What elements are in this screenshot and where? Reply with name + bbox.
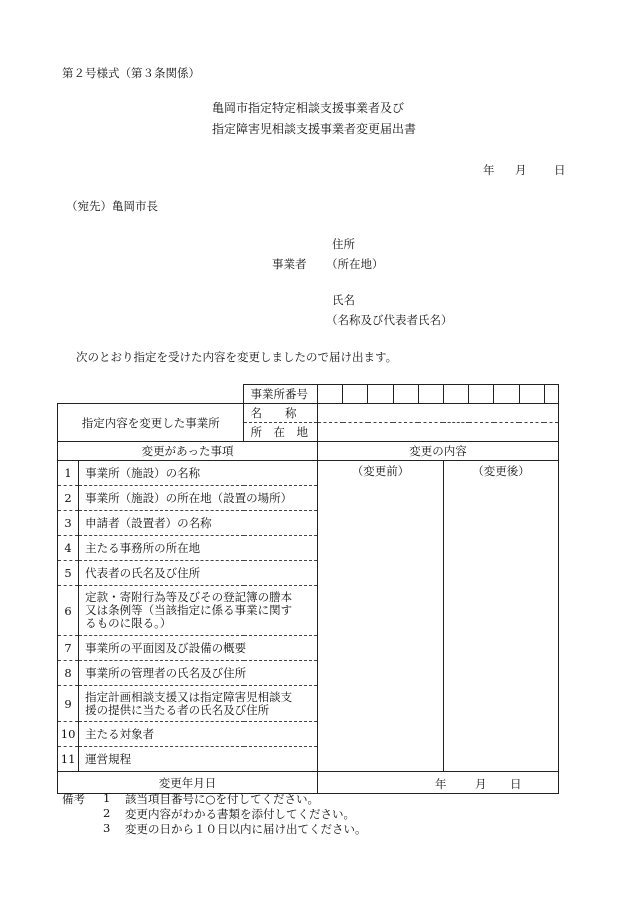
addressee: （宛先）亀岡市長 bbox=[66, 199, 158, 213]
change-form-table bbox=[57, 384, 559, 794]
office-number-cell[interactable] bbox=[494, 385, 519, 404]
item-label: 主たる事務所の所在地 bbox=[79, 536, 318, 561]
office-name-field[interactable] bbox=[318, 404, 559, 423]
office-number-cell[interactable] bbox=[368, 385, 393, 404]
item-number: 6 bbox=[58, 586, 79, 636]
changed-items-header: 変更があった事項 bbox=[58, 442, 318, 461]
item-number: 11 bbox=[58, 747, 79, 772]
item-label: 指定計画相談支援又は指定障害児相談支 援の提供に当たる者の氏名及び住所 bbox=[79, 686, 318, 722]
business-label: 事業者 bbox=[272, 257, 307, 271]
office-number-cell[interactable] bbox=[343, 385, 368, 404]
name-label: 氏名 bbox=[332, 293, 355, 307]
change-date-month: 月 bbox=[475, 777, 487, 791]
item-label: 事業所の管理者の氏名及び住所 bbox=[79, 661, 318, 686]
address-label: 住所 bbox=[332, 237, 355, 251]
name-sub-label: （名称及び代表者氏名） bbox=[326, 313, 453, 327]
office-number-cell[interactable] bbox=[469, 385, 494, 404]
change-date-label: 変更年月日 bbox=[58, 772, 318, 794]
office-number-cell[interactable] bbox=[443, 385, 468, 404]
item-number: 4 bbox=[58, 536, 79, 561]
item-label: 運営規程 bbox=[79, 747, 318, 772]
item-number: 9 bbox=[58, 686, 79, 722]
item-label: 主たる対象者 bbox=[79, 722, 318, 747]
note-text: 変更の日から１０日以内に届け出てください。 bbox=[125, 822, 367, 836]
item-number: 7 bbox=[58, 636, 79, 661]
note-number: 3 bbox=[103, 821, 111, 835]
office-number-cell[interactable] bbox=[519, 385, 544, 404]
item-number: 2 bbox=[58, 486, 79, 511]
date-day-label: 日 bbox=[554, 163, 566, 177]
office-location-field[interactable] bbox=[318, 423, 559, 442]
item-number: 3 bbox=[58, 511, 79, 536]
office-number-label: 事業所番号 bbox=[244, 385, 318, 404]
item-label: 定款・寄附行為等及びその登記簿の謄本 又は条例等（当該指定に係る事業に関す るものに限る。） bbox=[79, 586, 318, 636]
note-number: 1 bbox=[103, 791, 111, 805]
item-number: 10 bbox=[58, 722, 79, 747]
item-label: 事業所の平面図及び設備の概要 bbox=[79, 636, 318, 661]
office-number-cell[interactable] bbox=[418, 385, 443, 404]
after-change-column[interactable] bbox=[443, 461, 558, 772]
office-location-label: 所 在 地 bbox=[244, 423, 318, 442]
before-label: （変更前） bbox=[351, 464, 410, 478]
item-label: 事業所（施設）の名称 bbox=[79, 461, 318, 486]
office-name-label: 名 称 bbox=[244, 404, 318, 423]
office-number-cell[interactable] bbox=[318, 385, 343, 404]
item-number: 5 bbox=[58, 561, 79, 586]
date-month-label: 月 bbox=[515, 163, 527, 177]
after-label: （変更後） bbox=[472, 464, 530, 478]
item-label: 代表者の氏名及び住所 bbox=[79, 561, 318, 586]
change-date-year: 年 bbox=[435, 777, 447, 791]
change-date-day: 日 bbox=[510, 777, 522, 791]
item-number: 1 bbox=[58, 461, 79, 486]
change-content-header: 変更の内容 bbox=[318, 442, 559, 461]
office-number-cell[interactable] bbox=[393, 385, 418, 404]
location-label: （所在地） bbox=[326, 257, 384, 271]
form-title-line1: 亀岡市指定特定相談支援事業者及び bbox=[212, 101, 405, 115]
note-text: 変更内容がわかる書類を添付してください。 bbox=[125, 807, 355, 821]
intro-text: 次のとおり指定を受けた内容を変更しましたので届け出ます。 bbox=[76, 350, 398, 364]
item-number: 8 bbox=[58, 661, 79, 686]
note-number: 2 bbox=[103, 806, 111, 820]
item-label: 申請者（設置者）の名称 bbox=[79, 511, 318, 536]
form-title-line2: 指定障害児相談支援事業者変更届出書 bbox=[212, 122, 417, 136]
note-text: 該当項目番号に○を付してください。 bbox=[125, 792, 320, 806]
change-date-field[interactable] bbox=[318, 772, 559, 794]
date-year-label: 年 bbox=[483, 163, 495, 177]
item-label: 事業所（施設）の所在地（設置の場所） bbox=[79, 486, 318, 511]
notes-label: 備考 bbox=[62, 792, 85, 806]
office-number-cell[interactable] bbox=[544, 385, 558, 404]
changed-office-label: 指定内容を変更した事業所 bbox=[58, 404, 244, 442]
before-change-column[interactable] bbox=[318, 461, 444, 772]
form-number: 第２号様式（第３条関係） bbox=[62, 66, 200, 80]
